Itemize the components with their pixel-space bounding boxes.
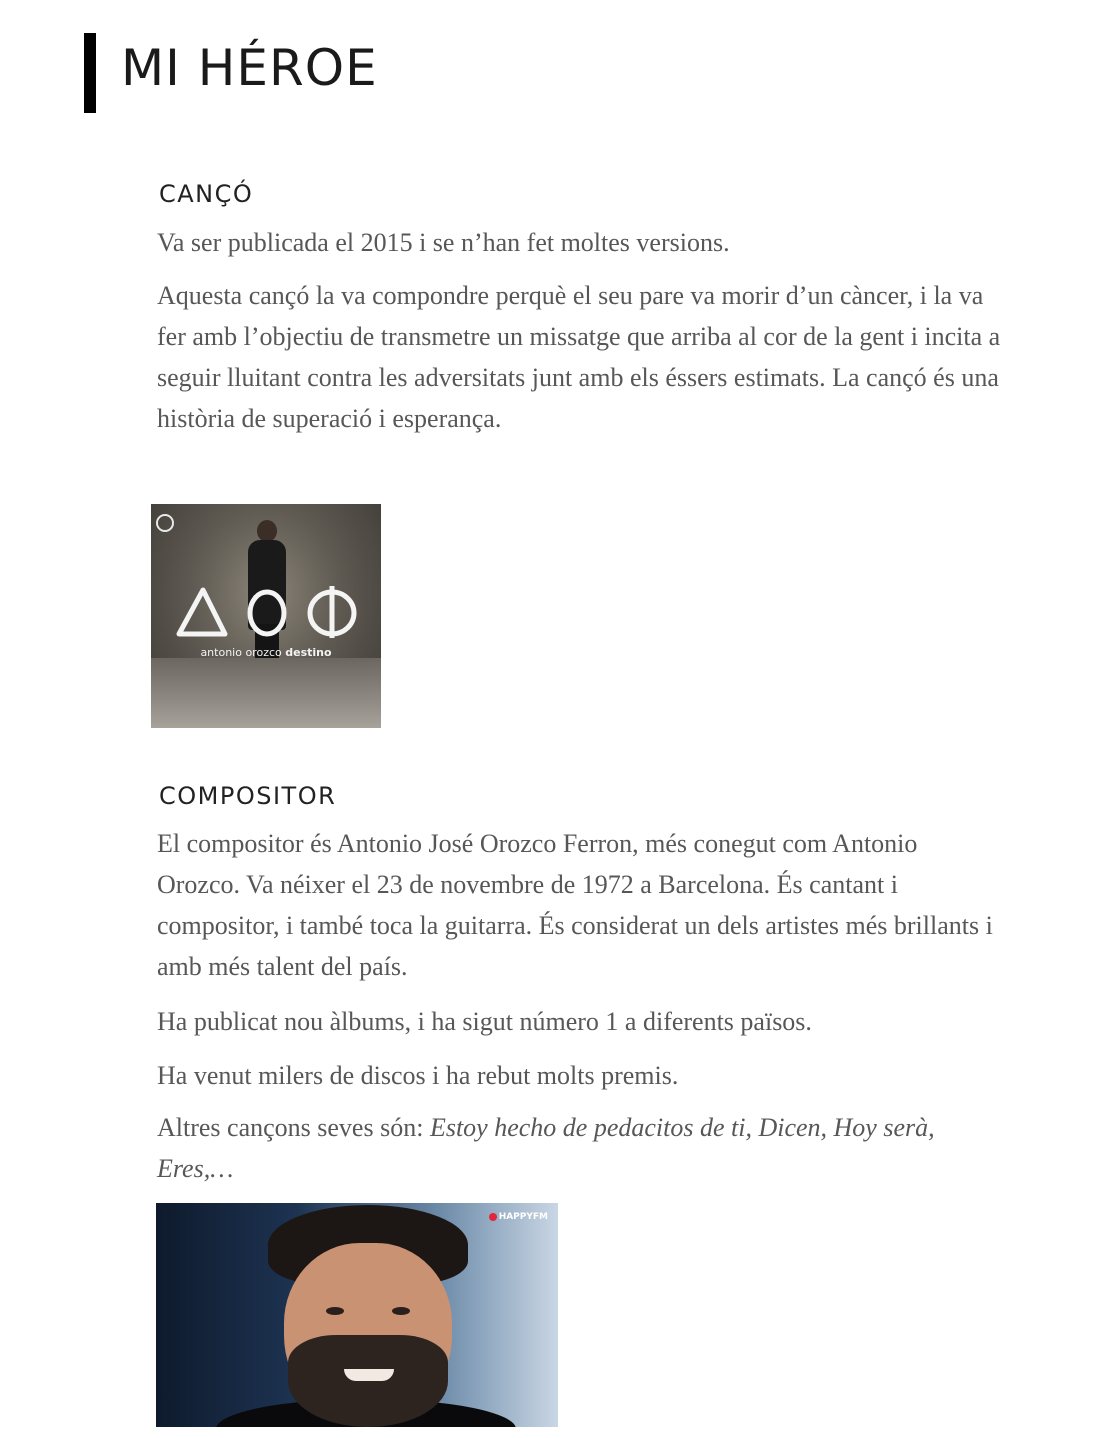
album-symbols-icon [151,582,381,642]
photo-left-eye [326,1307,344,1315]
song-paragraph-2: Aquesta cançó la va compondre perquè el seu pare va morir d’un càncer, i la va fer amb l’objectiu de transmetre un missatge que arriba al cor de la gent i incita a seguir lluitant contra les adversitats junt amb els éssers estimats. La cançó és una història de superació i esperança. [157,281,1001,433]
album-figure-head [257,520,277,542]
photo-right-eye [392,1307,410,1315]
composer-paragraph-1: El compositor és Antonio José Orozco Ferron, més conegut com Antonio Orozco. Va néixer el 23 de novembre de 1972 a Barcelona. És cantant i compositor, i també toca la guitarra. És considerat un dels artistes més brillants i amb més talent del país. [157,829,993,981]
composer-paragraph-2: Ha publicat nou àlbums, i ha sigut número 1 a diferents països. [157,1007,812,1036]
album-cover-text [151,646,381,659]
song-paragraph-1: Va ser publicada el 2015 i se n’han fet moltes versions. [157,228,730,257]
artist-photo [156,1203,558,1427]
album-artist-text: antonio orozco [200,646,282,659]
album-title-text: destino [285,646,332,659]
happyfm-badge-text: HAPPYFM [498,1212,548,1222]
title-accent-bar [84,33,96,113]
happyfm-logo-icon [489,1213,497,1221]
photo-mouth [344,1369,394,1381]
song-section-heading: CANÇÓ [159,180,254,208]
other-songs-list: Estoy hecho de pedacitos de ti, Dicen, Hoy serà, Eres,… [157,1113,935,1183]
album-floor [151,658,381,728]
other-songs-paragraph [157,1107,1002,1189]
composer-section-heading: COMPOSITOR [159,782,337,810]
photo-beard [288,1335,448,1427]
album-cover-image [151,504,381,728]
composer-paragraph-3: Ha venut milers de discos i ha rebut molts premis. [157,1061,679,1090]
album-logo-icon [156,514,174,532]
happyfm-badge [486,1210,552,1224]
page-title: MI HÉROE [121,39,378,97]
other-songs-intro: Altres cançons seves són: [157,1113,430,1142]
